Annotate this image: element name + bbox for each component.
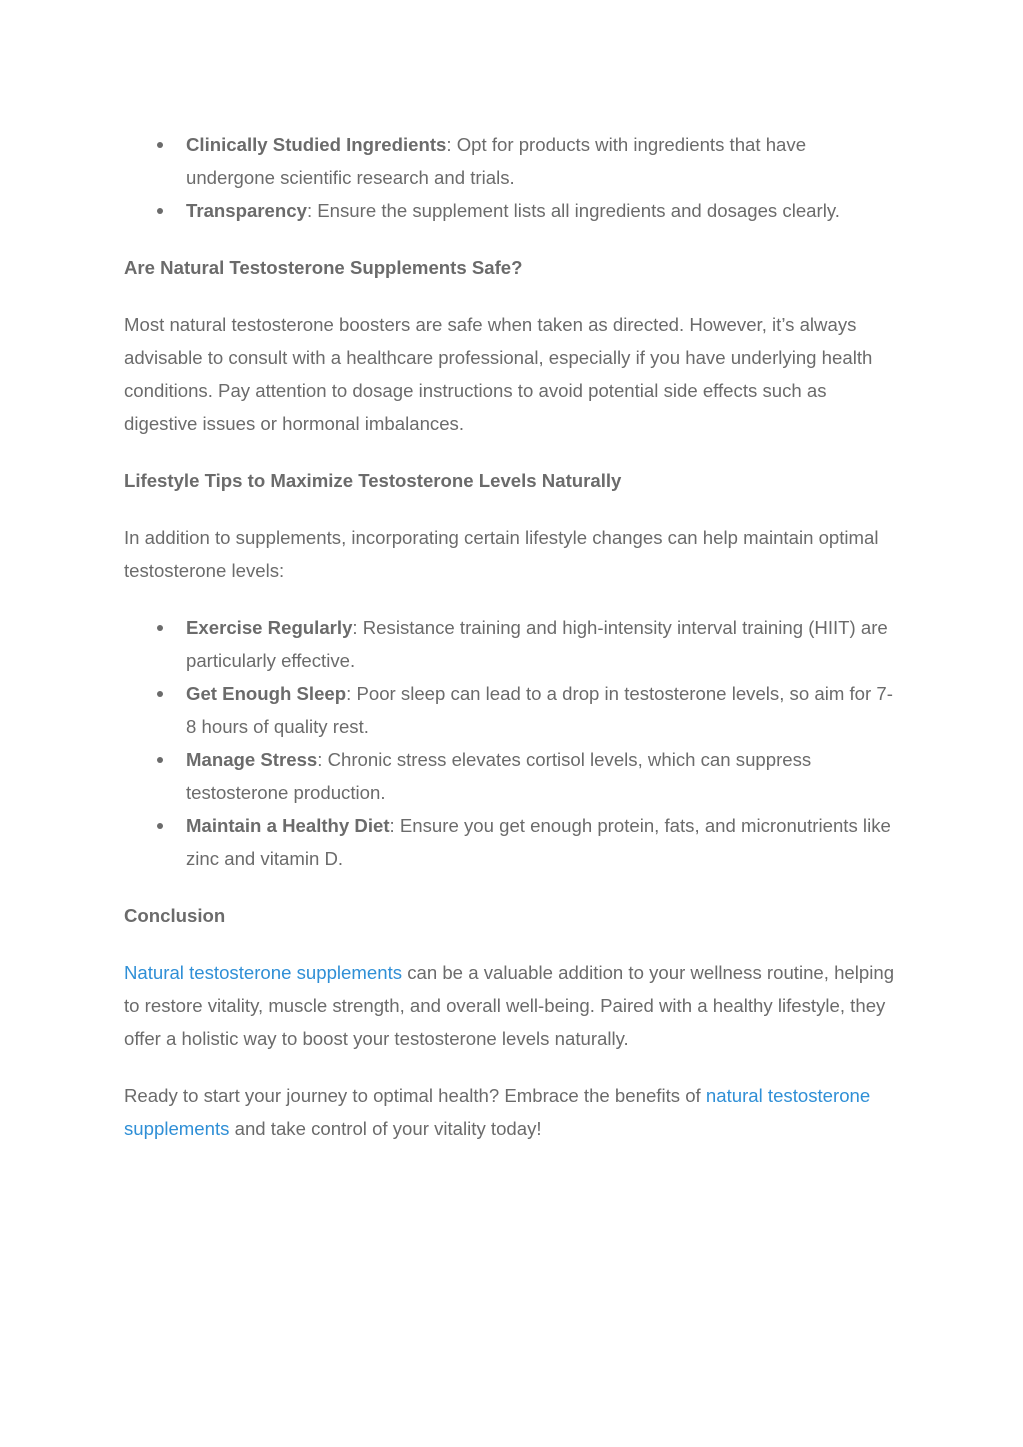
safety-heading: Are Natural Testosterone Supplements Safe? — [124, 257, 523, 278]
list-item — [124, 194, 899, 227]
document-content — [124, 128, 899, 1145]
list-item-term: Clinically Studied Ingredients — [186, 134, 447, 155]
list-item — [124, 611, 899, 677]
natural-testosterone-supplements-link[interactable]: natural testosterone supplements — [124, 1085, 871, 1139]
list-item-term: Exercise Regularly — [186, 617, 353, 638]
safety-paragraph: Most natural testosterone boosters are safe when taken as directed. However, it’s always advisable to consult with a healthcare professional, especially if you have underlying health conditions. Pay attention to dosage instructions to avoid potential side effects such as digestive issues or hormonal imbalances. — [124, 314, 873, 434]
list-item-text: : Opt for products with ingredients that have undergone scientific research and trials. — [186, 134, 807, 188]
list-item-term: Manage Stress — [186, 749, 318, 770]
list-item-text: : Poor sleep can lead to a drop in testosterone levels, so aim for 7-8 hours of quality rest. — [186, 683, 893, 737]
conclusion-paragraph-1 — [124, 956, 899, 1055]
lifestyle-heading: Lifestyle Tips to Maximize Testosterone Levels Naturally — [124, 470, 622, 491]
list-item-term: Maintain a Healthy Diet — [186, 815, 390, 836]
criteria-list — [124, 128, 899, 227]
conclusion-heading: Conclusion — [124, 905, 226, 926]
natural-testosterone-supplements-link[interactable]: Natural testosterone supplements — [124, 962, 403, 983]
bullet-icon — [157, 757, 163, 763]
list-item-text: : Ensure you get enough protein, fats, and micronutrients like zinc and vitamin D. — [186, 815, 891, 869]
list-item-term: Transparency — [186, 200, 307, 221]
bullet-icon — [157, 691, 163, 697]
list-item — [124, 677, 899, 743]
bullet-icon — [157, 823, 163, 829]
bullet-icon — [157, 208, 163, 214]
list-item-text: : Chronic stress elevates cortisol levels, which can suppress testosterone production. — [186, 749, 812, 803]
conclusion-paragraph-2-end: and take control of your vitality today! — [229, 1118, 542, 1139]
conclusion-paragraph-2-text: Ready to start your journey to optimal health? Embrace the benefits of — [124, 1085, 706, 1106]
list-item — [124, 128, 899, 194]
conclusion-paragraph-1-text: can be a valuable addition to your wellness routine, helping to restore vitality, muscle strength, and overall well-being. Paired with a healthy lifestyle, they offer a holistic way to boost your testosterone levels naturally. — [124, 962, 895, 1049]
bullet-icon — [157, 625, 163, 631]
list-item-text: : Resistance training and high-intensity interval training (HIIT) are particularly effective. — [186, 617, 888, 671]
conclusion-paragraph-2 — [124, 1079, 899, 1145]
list-item — [124, 743, 899, 809]
bullet-icon — [157, 142, 163, 148]
lifestyle-tips-list — [124, 611, 899, 875]
list-item-term: Get Enough Sleep — [186, 683, 347, 704]
list-item — [124, 809, 899, 875]
lifestyle-intro: In addition to supplements, incorporating certain lifestyle changes can help maintain optimal testosterone levels: — [124, 527, 879, 581]
list-item-text: : Ensure the supplement lists all ingredients and dosages clearly. — [306, 200, 840, 221]
